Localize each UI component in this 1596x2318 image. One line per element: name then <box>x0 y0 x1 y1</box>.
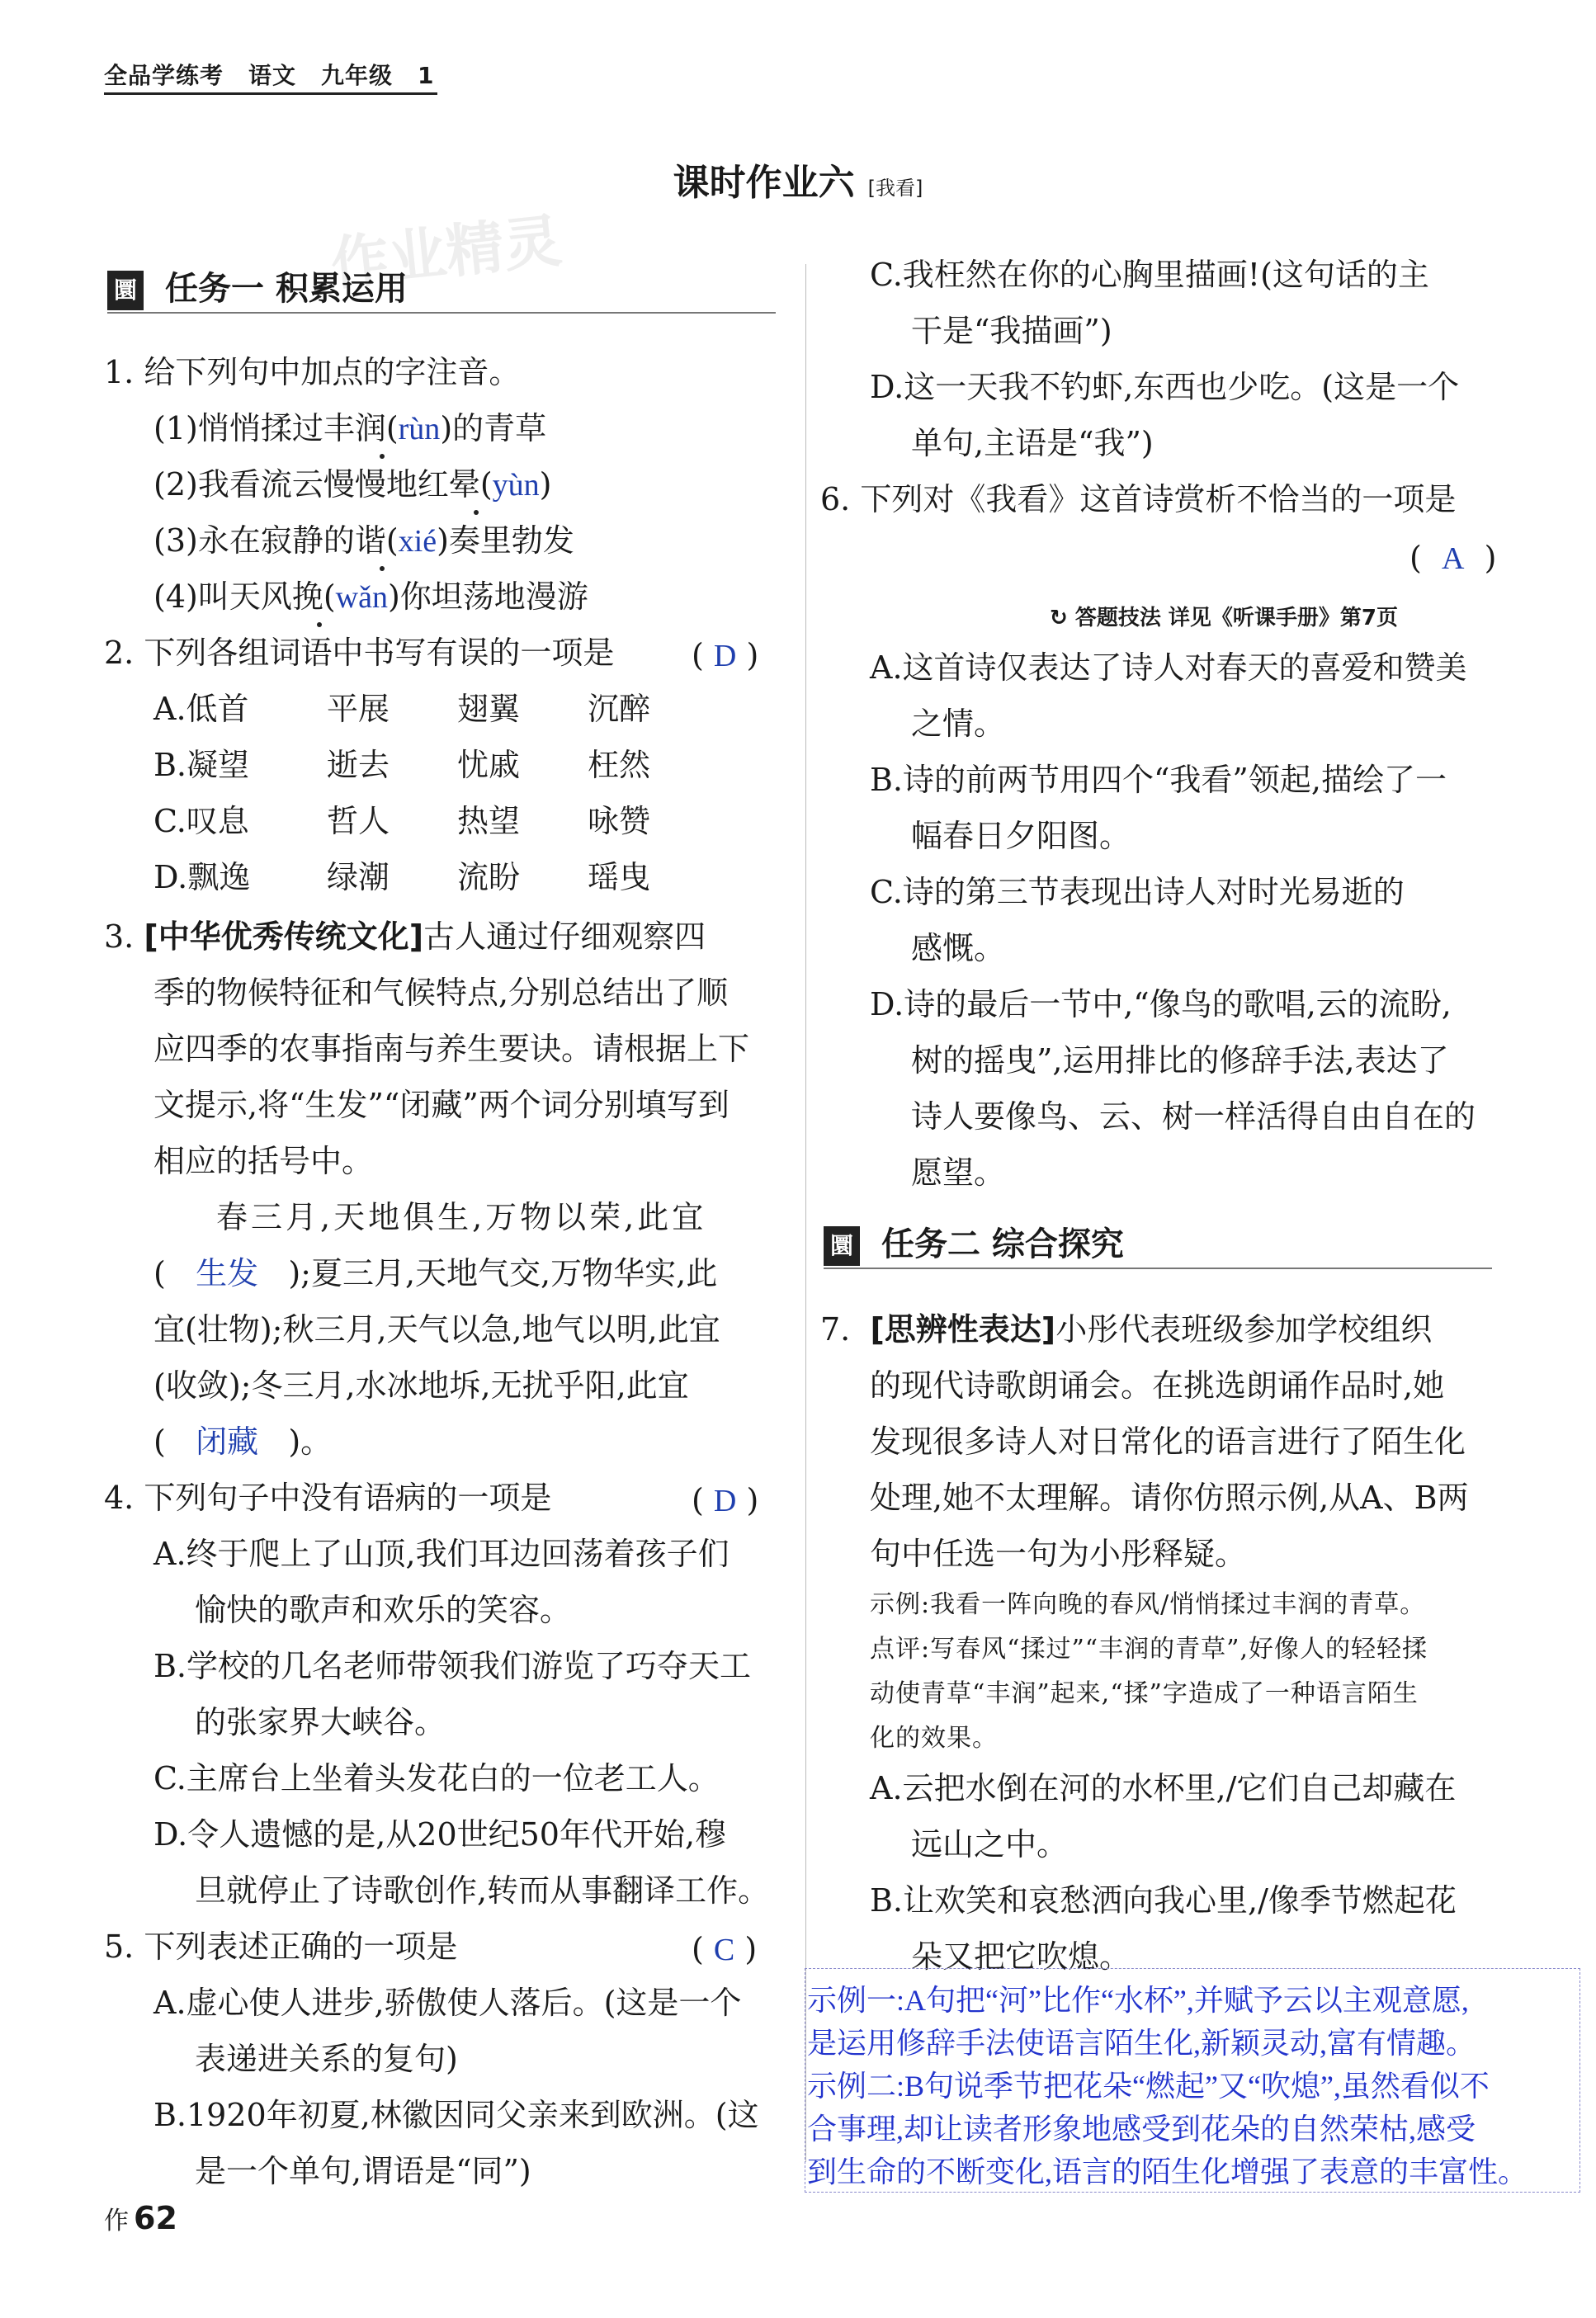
q6-option-d-cont-1: 树的摇曳”,运用排比的修辞手法,表达了 <box>911 1042 1449 1079</box>
q4-option-a-cont: 愉快的歌声和欢乐的笑容。 <box>195 1592 572 1628</box>
task-icon: 圜 <box>107 271 144 310</box>
q6-option-b: B.诗的前两节用四个“我看”领起,描绘了一 <box>870 762 1447 798</box>
q3-passage-5: ( 闭藏 )。 <box>153 1423 333 1460</box>
q3-blank-2: 闭藏 <box>196 1425 259 1460</box>
emphasis-dot <box>474 510 479 515</box>
q7-line-5: 句中任选一句为小彤释疑。 <box>870 1536 1247 1572</box>
q5-option-c-cont: 干是“我描画”) <box>911 313 1112 349</box>
title-main: 课时作业六 <box>673 162 855 204</box>
q6-option-c-cont: 感慨。 <box>911 930 1006 966</box>
q5-option-b-cont: 是一个单句,谓语是“同”) <box>195 2153 531 2189</box>
task-two-heading <box>824 1218 1124 1266</box>
q4-option-a: A.终于爬上了山顶,我们耳边回荡着孩子们 <box>153 1536 730 1572</box>
refresh-icon: ↻ <box>1050 606 1068 630</box>
q3-blank-1: 生发 <box>196 1257 259 1291</box>
q6-stem: 6. 下列对《我看》这首诗赏析不恰当的一项是 <box>820 481 1457 517</box>
q7-option-a-cont: 远山之中。 <box>911 1826 1069 1862</box>
q6-option-d-cont-2: 诗人要像鸟、云、树一样活得自由自在的 <box>911 1098 1476 1135</box>
q7-example-2: 点评:写春风“揉过”“丰润的青草”,好像人的轻轻揉 <box>870 1635 1428 1664</box>
emphasis-dot <box>380 454 385 459</box>
q6-option-d-cont-3: 愿望。 <box>911 1154 1006 1191</box>
q7-option-b-cont: 朵又把它吹熄。 <box>911 1938 1131 1975</box>
book-header <box>104 58 460 91</box>
book-name: 全品学练考 <box>104 62 224 89</box>
q7-example-1: 示例:我看一阵向晚的春风/悄悄揉过丰润的青草。 <box>870 1590 1426 1619</box>
task-two-rule <box>824 1268 1492 1269</box>
q2-stem: 2. 下列各组词语中书写有误的一项是 <box>104 635 615 671</box>
volume: 1 <box>418 62 435 89</box>
emphasis-dot <box>317 622 322 627</box>
q4-answer: D <box>713 1484 737 1518</box>
q5-answer: C <box>713 1933 735 1967</box>
q3-line-3: 应四季的农事指南与养生要诀。请根据上下 <box>153 1031 750 1067</box>
q1-stem: 1. 给下列句中加点的字注音。 <box>104 354 521 390</box>
subject: 语文 <box>248 62 297 89</box>
q7-line-4: 处理,她不太理解。请你仿照示例,从A、B两 <box>870 1480 1469 1516</box>
q3-line-5: 相应的括号中。 <box>153 1143 374 1179</box>
q3-line-2: 季的物候特征和气候特点,分别总结出了顺 <box>153 975 729 1011</box>
q2-answer-paren: ( D ) <box>692 637 759 673</box>
page-title <box>0 153 1596 205</box>
q7-option-b: B.让欢笑和哀愁洒向我心里,/像季节燃起花 <box>870 1882 1457 1919</box>
q5-option-a-cont: 表递进关系的复句) <box>195 2041 458 2077</box>
header-rule <box>104 92 437 95</box>
q4-option-b-cont: 的张家界大峡谷。 <box>195 1704 446 1740</box>
q6-tip: ↻ 答题技法 详见《听课手册》第7页 <box>1050 606 1399 630</box>
q2-option-a: A.低首 <box>153 691 249 727</box>
q4-option-c: C.主席台上坐着头发花白的一位老工人。 <box>153 1760 720 1796</box>
q3-line-4: 文提示,将“生发”“闭藏”两个词分别填写到 <box>153 1087 730 1123</box>
q7-answer-line-4: 合事理,却让读者形象地感受到花朵的自然荣枯,感受 <box>807 2113 1476 2146</box>
q1-item-1: (1)悄悄揉过丰润(rùn)的青草 <box>153 410 547 446</box>
grade: 九年级 <box>321 62 394 89</box>
q7-example-4: 化的效果。 <box>870 1724 998 1753</box>
column-divider <box>805 264 806 2162</box>
watermark: 作业精灵 <box>328 206 565 299</box>
title-sub: [我看] <box>867 177 923 200</box>
q5-stem: 5. 下列表述正确的一项是 <box>104 1929 458 1965</box>
q5-answer-paren: ( C ) <box>692 1931 758 1967</box>
q7-line-3: 发现很多诗人对日常化的语言进行了陌生化 <box>870 1423 1466 1460</box>
task-one-label: 任务一 积累运用 <box>165 270 408 308</box>
q2-answer: D <box>713 639 737 673</box>
q3-tag: [中华优秀传统文化] <box>144 918 424 955</box>
q7-line-2: 的现代诗歌朗诵会。在挑选朗诵作品时,她 <box>870 1367 1445 1404</box>
q7-answer-line-3: 示例二:B句说季节把花朵“燃起”又“吹熄”,虽然看似不 <box>807 2070 1490 2103</box>
q7-answer-line-1: 示例一:A句把“河”比作“水杯”,并赋予云以主观意愿, <box>807 1984 1469 2017</box>
q5-option-a: A.虚心使人进步,骄傲使人落后。(这是一个 <box>153 1985 742 2021</box>
task-icon: 圜 <box>824 1226 860 1266</box>
q2-option-d: D.飘逸 <box>153 859 251 895</box>
page-number: 作 62 <box>104 2200 177 2236</box>
q5-option-d-cont: 单句,主语是“我”) <box>911 425 1154 461</box>
emphasis-dot <box>380 566 385 571</box>
task-one-rule <box>107 312 776 314</box>
task-two-label: 任务二 综合探究 <box>881 1225 1124 1263</box>
task-one-heading <box>107 262 408 310</box>
q4-answer-paren: ( D ) <box>692 1482 759 1518</box>
q6-option-c: C.诗的第三节表现出诗人对时光易逝的 <box>870 874 1405 910</box>
q7-answer-line-5: 到生命的不断变化,语言的陌生化增强了表意的丰富性。 <box>807 2155 1528 2188</box>
q3-passage-1: 春三月,天地俱生,万物以荣,此宜 <box>216 1199 707 1235</box>
q1-item-4: (4)叫天风挽(wǎn)你坦荡地漫游 <box>153 578 588 615</box>
q6-option-b-cont: 幅春日夕阳图。 <box>911 818 1131 854</box>
q3-passage-3: 宜(壮物);秋三月,天气以急,地气以明,此宜 <box>153 1311 720 1348</box>
q1-answer-4: wǎn <box>335 580 388 615</box>
q2-option-b: B.凝望 <box>153 747 250 783</box>
q4-option-b: B.学校的几名老师带领我们游览了巧夺天工 <box>153 1648 752 1684</box>
q2-option-c: C.叹息 <box>153 803 249 839</box>
q1-item-3: (3)永在寂静的谐(xié)奏里勃发 <box>153 522 574 559</box>
q4-option-d-cont: 旦就停止了诗歌创作,转而从事翻译工作。 <box>195 1872 770 1909</box>
q6-answer: A <box>1441 541 1465 576</box>
q7-line-1: 7. [思辨性表达]小彤代表班级参加学校组织 <box>820 1311 1433 1348</box>
q7-example-3: 动使青草“丰润”起来,“揉”字造成了一种语言陌生 <box>870 1679 1419 1708</box>
q5-option-b: B.1920年初夏,林徽因同父亲来到欧洲。(这 <box>153 2097 759 2133</box>
q3-passage-2: ( 生发 );夏三月,天地气交,万物华实,此 <box>153 1255 718 1291</box>
q6-option-a-cont: 之情。 <box>911 706 1006 742</box>
q7-answer-line-2: 是运用修辞手法使语言陌生化,新颖灵动,富有情趣。 <box>807 2027 1476 2060</box>
q3-line-1: 3. [中华优秀传统文化]古人通过仔细观察四 <box>104 918 706 955</box>
q7-tag: [思辨性表达] <box>870 1311 1056 1348</box>
q6-option-a: A.这首诗仅表达了诗人对春天的喜爱和赞美 <box>870 649 1467 686</box>
q6-answer-paren: ( A ) <box>1409 540 1497 576</box>
q4-stem: 4. 下列句子中没有语病的一项是 <box>104 1480 552 1516</box>
q7-option-a: A.云把水倒在河的水杯里,/它们自己却藏在 <box>870 1770 1457 1806</box>
q1-answer-3: xié <box>398 524 437 559</box>
q5-option-c: C.我枉然在你的心胸里描画!(这句话的主 <box>870 257 1429 293</box>
q1-answer-2: yùn <box>492 468 540 503</box>
q1-item-2: (2)我看流云慢慢地红晕(yùn) <box>153 466 552 503</box>
q3-passage-4: (收敛);冬三月,水冰地坼,无扰乎阳,此宜 <box>153 1367 689 1404</box>
q4-option-d: D.令人遗憾的是,从20世纪50年代开始,穆 <box>153 1816 727 1853</box>
q1-answer-1: rùn <box>398 412 441 446</box>
q6-option-d: D.诗的最后一节中,“像鸟的歌唱,云的流盼, <box>870 986 1452 1022</box>
q5-option-d: D.这一天我不钓虾,东西也少吃。(这是一个 <box>870 369 1460 405</box>
